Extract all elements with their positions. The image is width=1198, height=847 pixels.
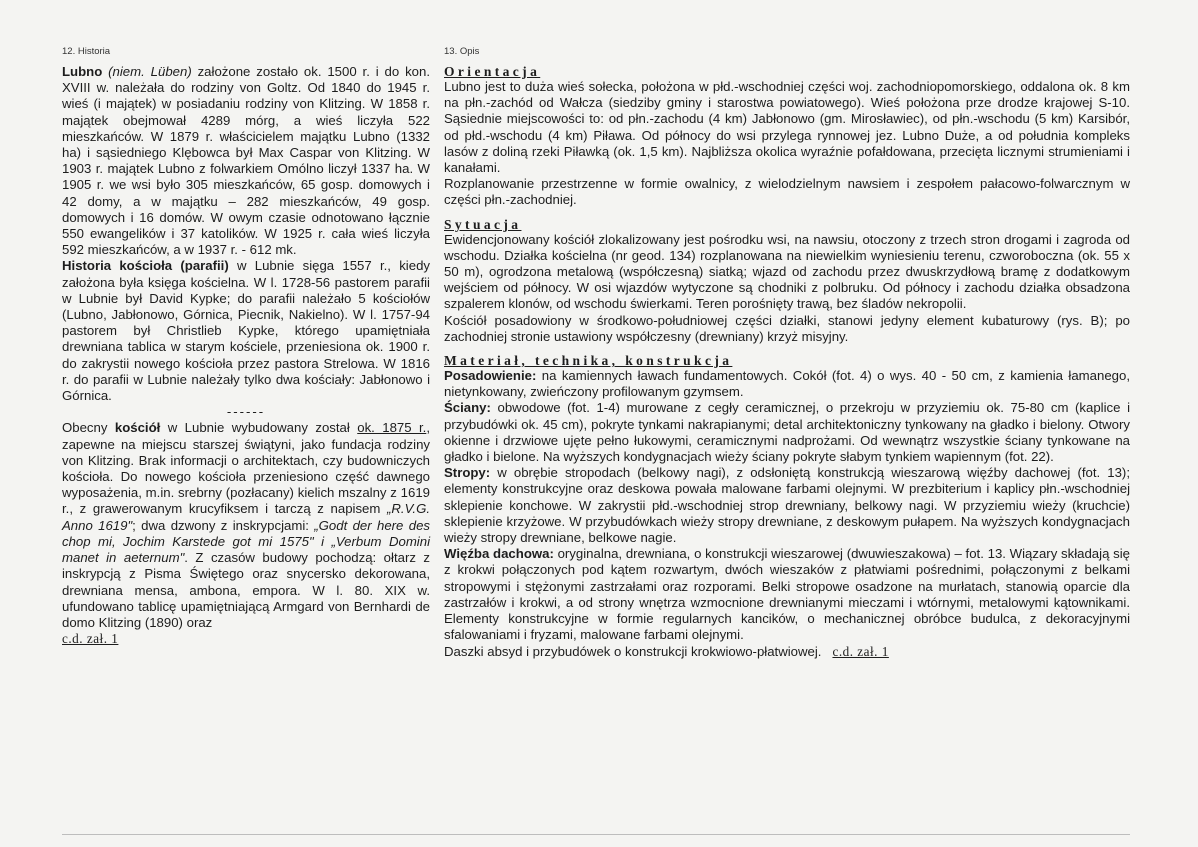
description-continuation-link[interactable]: c.d. zał. 1	[832, 643, 889, 659]
history-column	[62, 46, 430, 647]
material-heading: Materiał, technika, konstrukcja	[444, 353, 733, 369]
chalice-inscription: „R.V.G. Anno 1619"	[62, 501, 430, 533]
church-text-part: . Z czasów budowy pochodzą: ołtarz z inskrypcją z Pisma Świętego oraz snycersko dekorowana, drewniana mensa, ambona, empora. W l. 80. XIX w. ufundowano tablicę upamiętniającą Armgard von Bernhardi de domo Klitzing (1890) oraz	[62, 550, 430, 630]
foundation-text: na kamiennych ławach fundamentowych. Cokół (fot. 4) o wys. 40 - 50 cm, z kamienia łamanego, nietynkowany, zwieńczony profilowanym gzymsem.	[444, 368, 1130, 400]
church-text-part: w Lubnie wybudowany został	[160, 420, 358, 436]
church-text-part: Obecny	[62, 420, 115, 436]
village-name: Lubno	[62, 64, 103, 79]
church-text-part: , zapewne na miejscu starszej świątyni, jako fundacja rodziny von Klitzing. Brak informacji o architektach, czy budowniczych kościoła. Do nowego kościoła przeniesiono część dawnego wyposażenia, m.in. srebrny (pozłacany) kielich mszalny z 1619 r., z grawerowanym krucyfiksem i tarczą z napisem	[62, 420, 430, 517]
church-text-part: ; dwa dzwony z inskrypcjami:	[132, 517, 315, 533]
description-section-label: 13. Opis	[444, 46, 480, 57]
foundation-label: Posadowienie:	[444, 368, 537, 384]
apse-roof-paragraph	[444, 644, 1130, 660]
history-section-label: 12. Historia	[62, 46, 111, 57]
village-german-name: (niem. Lüben)	[102, 64, 192, 79]
village-history-text: założone zostało ok. 1500 r. i do kon. XVIII w. należała do rodziny von Goltz. Od 1840 do 1945 r. wieś (i majątek) w posiadaniu rodziny von Klitzing. W 1858 r. majątek obejmował 4289 mórg, a wieś liczyła 522 mieszkańców. W 1879 r. właścicielem majątku Lubno (1332 ha) i sąsiedniego Klębowca był Max Caspar von Klitzing. W 1903 r. majątek Lubno z folwarkiem Omólno liczył 1337 ha. W 1905 r. we wsi było 305 mieszkańców, 65 gosp. domowych i 42 domy, a w majątku – 282 mieszkańców, 49 gosp. domowych i 16 domów. W owym czasie odnotowano łącznie 550 ewangelików i 37 katolików. W 1925 r. cała wieś liczyła 592 mieszkańców, a w 1937 r. - 612 mk.	[62, 64, 430, 258]
ceilings-text: w obrębie stropodach (belkowy nagi), z odsłoniętą konstrukcją wieszarową więźby dachowej (fot. 13); elementy konstrukcyjne oraz deskowa powała malowane farbami olejnymi. W prezbiterium i kaplicy płn.-wschodniej sklepienie konchowe. W zakrystii płd.-wschodniej strop drewniany, belkowy nagi. W przyziemiu wieży (kruchcie) sklepienie krzyżowe. W przybudówkach wieży stropy drewniane, z deskowym pułapem. Na wyższych kondygnacjach wieży stropy drewniane, belkowe nagie.	[444, 465, 1130, 546]
bell-inscriptions: „Godt der here des chop mi, Jochim Karstede got mi 1575" i „Verbum Domini manet in aeternum"	[62, 517, 430, 566]
church-keyword: kościół	[114, 420, 161, 436]
church-history-paragraph	[62, 420, 430, 647]
village-history-paragraph	[62, 64, 430, 258]
orientation-heading: Orientacja	[444, 64, 541, 79]
history-continuation-link[interactable]: c.d. zał. 1	[62, 631, 119, 647]
roof-truss-paragraph	[444, 546, 1130, 643]
foundation-paragraph	[444, 368, 1130, 400]
ceilings-paragraph	[444, 465, 1130, 546]
parish-history-title: Historia kościoła (parafii)	[62, 258, 229, 274]
section-separator: ------	[226, 404, 266, 420]
walls-text: obwodowe (fot. 1-4) murowane z cegły ceramicznej, o przekroju w przyziemiu ok. 75-80 cm (kaplice i przybudówki ok. 45 cm), pokryte tynkami nakrapianymi; detal architektoniczny tynkowany na gładko i bielony. Otwory okienne i drzwiowe ujęte pełno łukowymi, ceramicznymi nadprożami. Od wewnątrz wszystkie ściany tynkowane na gładko i bielone. Na wyższych kondygnacjach wieży ściany pokryte słabym tynkiem wapiennym (fot. 22).	[444, 400, 1130, 465]
orientation-paragraph-2: Rozplanowanie przestrzenne w formie owalnicy, z wielodzielnym nawsiem i zespołem pałacowo-folwarcznym w części płn.-zachodniej.	[444, 176, 1130, 208]
roof-truss-text: oryginalna, drewniana, o konstrukcji wieszarowej (dwuwieszakowa) – fot. 13. Wiązary składają się z krokwi połączonych pod kątem rozwartym, dwóch wieszaków z płatwiami pośrednimi, połączonymi z belkami stropowymi i stężonymi zastrzałami oraz rozporami. Belki stropowe osadzone na murłatach, stanowią oparcie dla zastrzałów i krokwi, a od strony wnętrza wzmocnione drewnianymi mieczami i wtórnymi, metalowymi kątownikami. Elementy konstrukcyjne w formie regularnych kancików, o mechanicznej obróbce budulca, z dekoracyjnymi sfalowaniami i fryzami, malowane farbami olejnymi.	[444, 546, 1130, 643]
church-build-date: ok. 1875 r.	[357, 420, 427, 436]
situation-paragraph-2: Kościół posadowiony w środkowo-południowej części działki, stanowi jedyny element kubaturowy (rys. B); po zachodniej stronie ustawiony współczesny (drewniany) krzyż misyjny.	[444, 312, 1130, 344]
parish-history-text: w Lubnie sięga 1557 r., kiedy założona była księga kościelna. W l. 1728-56 pastorem parafii w Lubnie był David Kypke; do parafii należało 5 kościołów (Lubno, Jabłonowo, Górnica, Piecnik, Nakielno). W l. 1757-94 pastorem był Christlieb Kypke, którego upamiętniała drewniana tablica w starym kościele, przeniesiona ok. 1900 r. do zakrystii nowego kościoła przez pastora Strelowa. W 1816 r. do parafii w Lubnie należały tylko dwa kościały: Jabłonowo i Górnica.	[62, 258, 430, 404]
page-bottom-rule	[62, 834, 1130, 835]
apse-roof-text: Daszki absyd i przybudówek o konstrukcji krokwiowo-płatwiowej.	[444, 643, 822, 659]
roof-truss-label: Więźba dachowa:	[444, 546, 554, 562]
situation-heading: Sytuacja	[444, 216, 522, 232]
walls-paragraph	[444, 400, 1130, 465]
ceilings-label: Stropy:	[444, 465, 491, 481]
parish-history-paragraph	[62, 258, 430, 404]
walls-label: Ściany:	[444, 400, 491, 416]
orientation-paragraph-1: Lubno jest to duża wieś sołecka, położona w płd.-wschodniej części woj. zachodniopomorskiego, oddalona ok. 8 km na płn.-zachód od Wałcza (siedziby gminy i starostwa powiatowego). Wieś położona prze drodze krajowej S-10. Sąsiednie miejscowości to: od płn.-zachodu (4 km) Jabłonowo (gm. Mirosławiec), od płn.-wschodu (5 km) Karsibór, od płd.-wschodu (4 km) Piława. Od północy do wsi przylega rynnowej jez. Lubno Duże, a od południa kompleks lasów z doliną rzeki Piławką (ok. 1,5 km). Najbliższa okolica wyraźnie pofałdowana, przecięta licznymi strumieniami i kanałami.	[444, 79, 1130, 176]
situation-paragraph-1: Ewidencjonowany kościół zlokalizowany jest pośrodku wsi, na nawsiu, otoczony z trzech stron drogami i zagroda od wschodu. Działka kościelna (nr geod. 134) rozplanowana na niewielkim wyniesieniu terenu, czworoboczna (ok. 55 x 50 m), ogrodzona metalową (współczesną) siatką; wjazd od zachodu przez dwuskrzydłową bramę z dodatkowym wejściem od północy. W osi wjazdów wytyczone są chodniki z polbruku. Od północy i zachodu działka obsadzona szpalerem klonów, od wschodu świerkami. Teren porośnięty trawą, bez śladów nekropolii.	[444, 231, 1130, 312]
description-column	[444, 46, 1130, 660]
